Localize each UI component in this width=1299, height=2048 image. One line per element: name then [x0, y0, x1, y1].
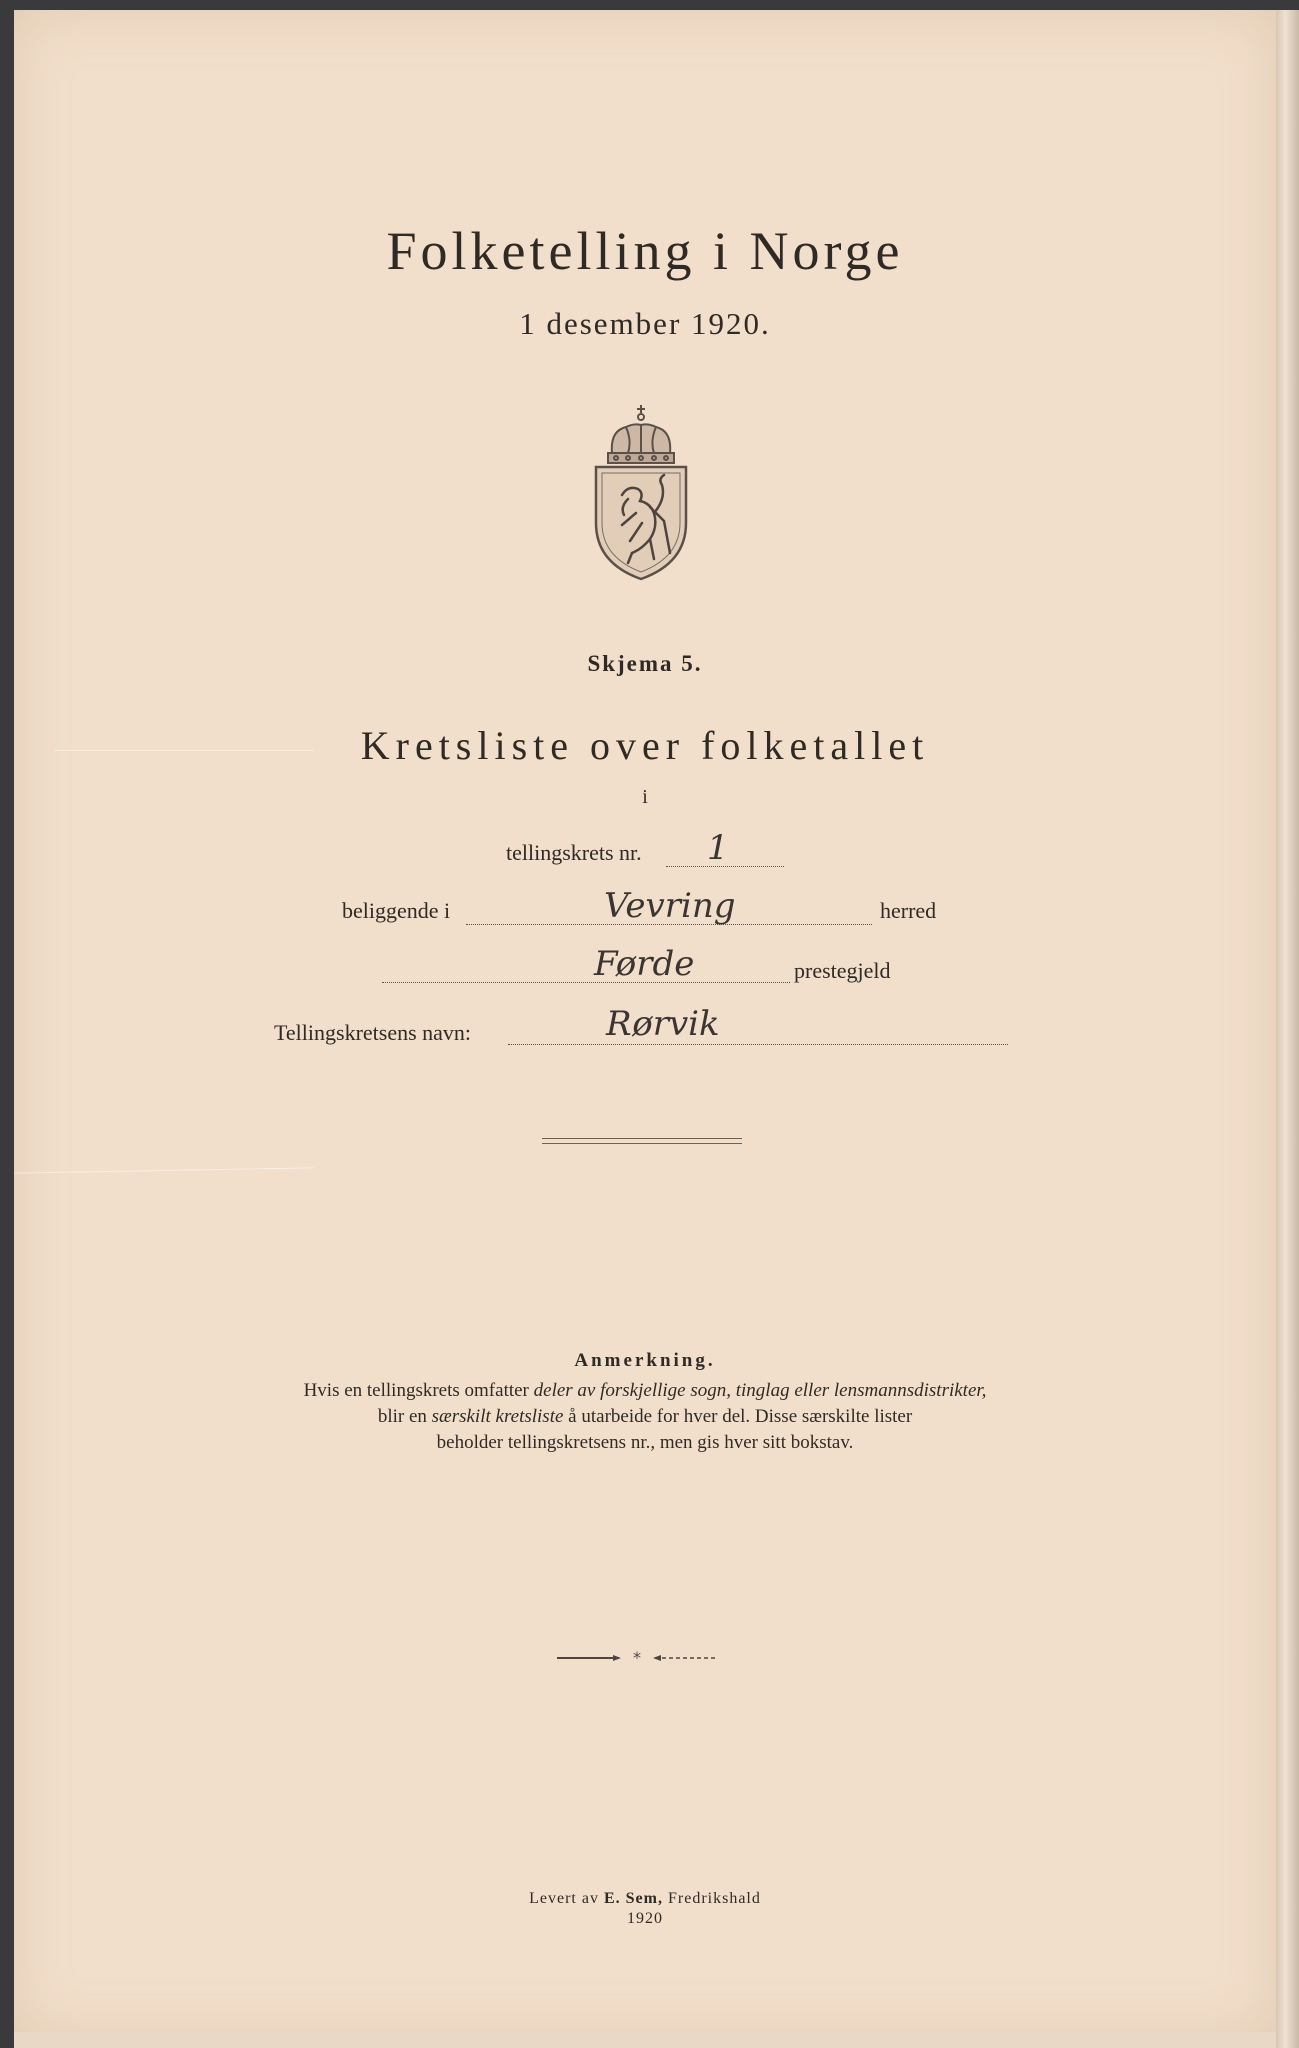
page-edge — [1276, 10, 1299, 2048]
preposition: i — [642, 786, 648, 808]
printer-place: Fredrikshald — [667, 1890, 761, 1907]
tellingskrets-value: 1 — [707, 828, 729, 868]
note-text: blir en — [377, 1406, 427, 1427]
note-emphasis: særskilt kretsliste — [431, 1406, 564, 1427]
printer-prefix: Levert av — [529, 1890, 599, 1907]
printer-imprint — [14, 1890, 1276, 1908]
note-emphasis: deler av forskjellige sogn, tinglag eller lensmannsdistrikter, — [533, 1380, 987, 1401]
prestegjeld-line — [382, 982, 790, 983]
paper-crease — [14, 1167, 314, 1173]
kretsnavn-label: Tellingskretsens navn: — [274, 1020, 472, 1045]
separator-rule — [542, 1138, 742, 1144]
kretsnavn-line — [508, 1044, 1008, 1045]
herred-label: herred — [880, 898, 937, 923]
census-date: 1 desember 1920. — [519, 306, 771, 341]
form-heading: Kretsliste over folketallet — [360, 723, 930, 768]
beliggende-label: beliggende i — [342, 898, 451, 923]
census-form-page — [14, 10, 1276, 2038]
ornament-divider-icon — [557, 1650, 717, 1666]
herred-value: Vevring — [604, 886, 736, 926]
note-text: Hvis en tellingskrets omfatter — [303, 1380, 529, 1401]
norwegian-coat-of-arms-icon — [592, 403, 690, 581]
note-line-1 — [14, 1378, 1276, 1404]
note-text: å utarbeide for hver del. Disse særskilte lister — [568, 1406, 913, 1427]
schema-number: Skjema 5. — [587, 651, 703, 676]
note-line-3: beholder tellingskretsens nr., men gis hver sitt bokstav. — [436, 1432, 854, 1453]
page-bottom-edge — [14, 2032, 1276, 2048]
printer-year: 1920 — [627, 1910, 663, 1927]
kretsnavn-value: Rørvik — [606, 1004, 720, 1044]
prestegjeld-value: Førde — [594, 944, 695, 984]
tellingskrets-label: tellingskrets nr. — [506, 840, 642, 865]
prestegjeld-label: prestegjeld — [794, 958, 891, 983]
printer-name: E. Sem, — [603, 1890, 663, 1907]
note-title: Anmerkning. — [574, 1350, 716, 1371]
document-title: Folketelling i Norge — [386, 221, 904, 281]
svg-text:*: * — [633, 1650, 641, 1666]
note-line-2 — [14, 1404, 1276, 1430]
